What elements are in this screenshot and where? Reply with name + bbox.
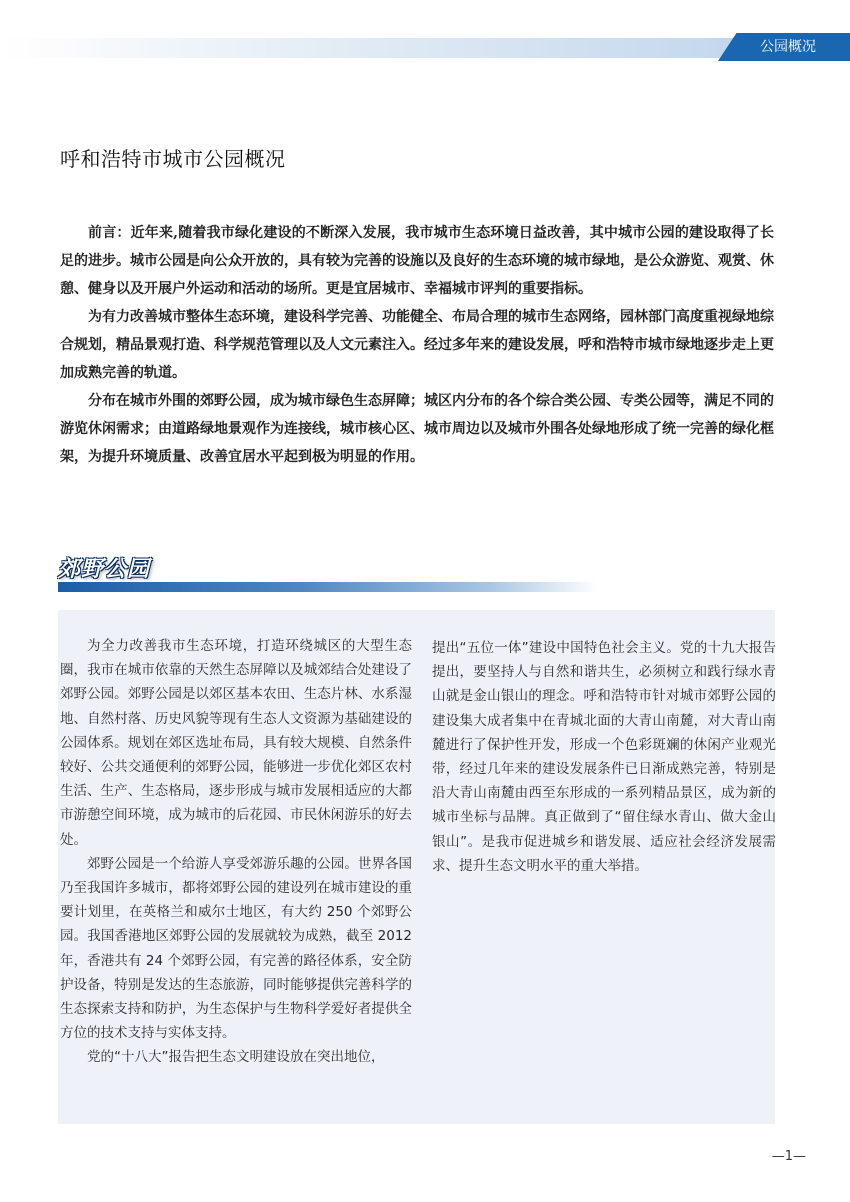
body-paragraph: 提出“五位一体”建设中国特色社会主义。党的十九大报告提出，要坚持人与自然和谐共生，必须树立和践行绿水青山就是金山银山的理念。呼和浩特市针对城市郊野公园的建设集大成者集中在青城北面的大青山南麓，对大青山南麓进行了保护性开发，形成一个色彩斑斓的休闲产业观光带，经过几年来的建设发展条件已日渐成熟完善，特别是沿大青山南麓由西至东形成的一系列精品景区，成为新的城市坐标与品牌。真正做到了“留住绿水青山、做大金山银山”。是我市促进城乡和谐发展、适应社会经济发展需求、提升生态文明水平的重大举措。 bbox=[432, 640, 776, 874]
section-heading-bar bbox=[58, 582, 598, 592]
preface-paragraph: 前言：近年来,随着我市绿化建设的不断深入发展，我市城市生态环境日益改善，其中城市公园的建设取得了长足的进步。城市公园是向公众开放的，具有较为完善的设施以及良好的生态环境的城市绿地，是公众游览、观赏、休憩、健身以及开展户外运动和活动的场所。更是宜居城市、幸福城市评判的重要指标。 bbox=[60, 225, 774, 297]
body-paragraph: 为全力改善我市生态环境，打造环绕城区的大型生态圈，我市在城市依靠的天然生态屏障以及城郊结合处建设了郊野公园。郊野公园是以郊区基本农田、生态片林、水系湿地、自然村落、历史风貌等现有生态人文资源为基础建设的公园体系。规划在郊区选址布局，具有较大规模、自然条件较好、公共交通便利的郊野公园，能够进一步优化郊区农村生活、生产、生态格局，逐步形成与城市发展相适应的大都市游憩空间环境，成为城市的后花园、市民休闲游乐的好去处。 bbox=[60, 638, 412, 848]
body-paragraph: 党的“十八大”报告把生态文明建设放在突出地位， bbox=[87, 1049, 385, 1066]
preface-paragraph: 为有力改善城市整体生态环境，建设科学完善、功能健全、布局合理的城市生态网络，园林部门高度重视绿地综合规划，精品景观打造、科学规范管理以及人文元素注入。经过多年来的建设发展，呼和浩特市城市绿地逐步走上更加成熟完善的轨道。 bbox=[60, 309, 774, 381]
article-column-right bbox=[432, 636, 776, 878]
preface bbox=[60, 219, 774, 471]
article-column-left bbox=[60, 634, 412, 1070]
preface-paragraph: 分布在城市外围的郊野公园，成为城市绿色生态屏障；城区内分布的各个综合类公园、专类公园等，满足不同的游览休闲需求；由道路绿地景观作为连接线，城市核心区、城市周边以及城市外围各处绿地形成了统一完善的绿化框架，为提升环境质量、改善宜居水平起到极为明显的作用。 bbox=[60, 393, 774, 465]
section-heading: 郊野公园 bbox=[58, 557, 151, 582]
section-tab-label: 公园概况 bbox=[760, 39, 816, 55]
page-title: 呼和浩特市城市公园概况 bbox=[60, 147, 286, 171]
body-paragraph: 郊野公园是一个给游人享受郊游乐趣的公园。世界各国乃至我国许多城市，都将郊野公园的建设列在城市建设的重要计划里，在英格兰和威尔士地区，有大约 250 个郊野公园。我国香港地区郊野公园的发展就较为成熟，截至 2012 年，香港共有 24 个郊野公园，有完善的路径体系，安全防护设备，特别是发达的生态旅游，同时能够提供完善科学的生态探索支持和防护，为生态保护与生物科学爱好者提供全方位的技术支持与实体支持。 bbox=[60, 855, 412, 1042]
page-number: —1— bbox=[771, 1149, 806, 1164]
